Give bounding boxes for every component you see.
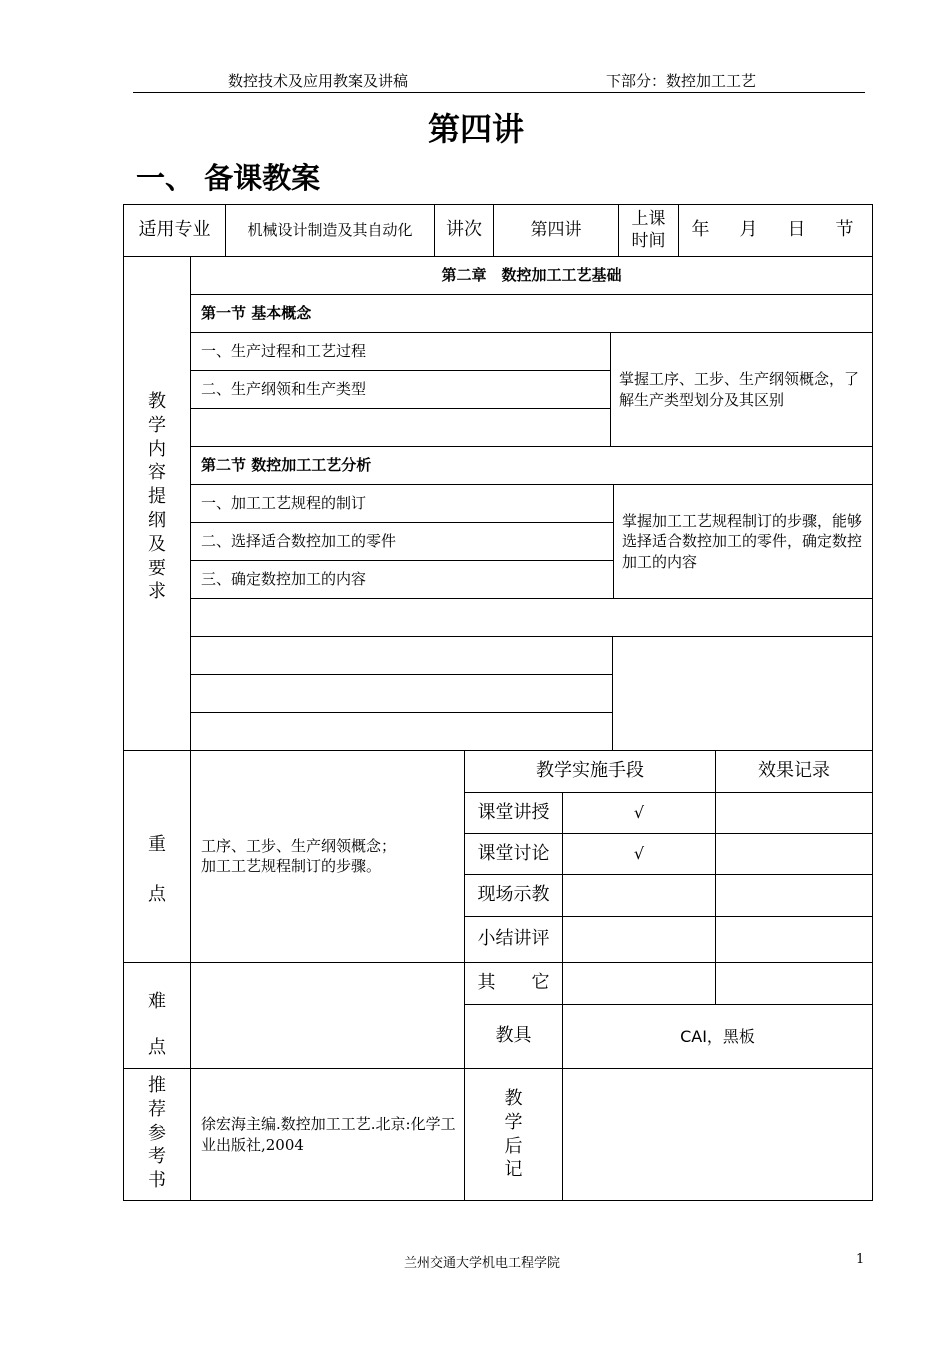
section1-requirement: 掌握工序、工步、生产纲领概念，了解生产类型划分及其区别: [619, 370, 860, 409]
section2-item: 二、选择适合数控加工的零件: [201, 532, 397, 551]
teaching-notes-content: [563, 1069, 872, 1200]
tools-label: 教具: [495, 1025, 532, 1047]
section2-requirement: 掌握加工工艺规程制订的步骤，能够选择适合数控加工的零件，确定数控加工的内容: [622, 512, 863, 571]
class-time-label: 上课 时间: [631, 209, 666, 251]
lecture-title: 第四讲: [427, 110, 524, 148]
footer-institution: 兰州交通大学机电工程学院: [403, 1256, 560, 1271]
outline-side-label: 教 学 内 容 提 纲 及 要 求: [148, 391, 166, 603]
header-divider: [133, 92, 865, 93]
page-number: 1: [856, 1252, 865, 1267]
method-name: 课堂讨论: [477, 842, 550, 864]
method-check: [563, 875, 715, 916]
major-label: 适用专业: [138, 219, 211, 241]
section1-title: 第一节 基本概念: [201, 304, 312, 323]
methods-header: 教学实施手段: [536, 760, 644, 782]
method-name: 课堂讲授: [477, 801, 550, 823]
method-name: 其 它: [477, 972, 550, 994]
header-right: 下部分：数控加工工艺: [606, 72, 757, 90]
teaching-notes-label: 教 学 后 记: [504, 1088, 523, 1181]
major-value: 机械设计制造及其自动化: [247, 221, 413, 240]
method-check: √: [633, 844, 645, 864]
section-title: 一、 备课教案: [136, 161, 321, 195]
method-name: 现场示教: [477, 884, 550, 906]
date-value: 年 月 日 节: [691, 219, 860, 241]
section1-item: 二、生产纲领和生产类型: [201, 380, 367, 399]
header-left: 数控技术及应用教案及讲稿: [228, 72, 409, 90]
key-points-label: 重 点: [148, 834, 166, 905]
chapter-title: 第二章 数控加工工艺基础: [441, 266, 622, 285]
lecture-no-value: 第四讲: [530, 220, 582, 241]
method-check: [563, 917, 715, 962]
method-check: √: [633, 803, 645, 823]
key-points-content: 工序、工步、生产纲领概念； 加工工艺规程制订的步骤。: [201, 837, 397, 875]
difficulty-content: [201, 963, 461, 1068]
method-check: [563, 963, 715, 1004]
reference-label: 推 荐 参 考 书: [148, 1075, 166, 1192]
method-name: 小结讲评: [477, 928, 550, 950]
effect-header: 效果记录: [758, 760, 830, 782]
tools-value: CAI，黑板: [680, 1026, 755, 1046]
lecture-no-label: 讲次: [446, 219, 482, 241]
section1-item: 一、生产过程和工艺过程: [201, 342, 367, 361]
difficulty-label: 难 点: [148, 991, 166, 1058]
reference-content: 徐宏海主编.数控加工工艺.北京:化学工业出版社,2004: [201, 1114, 456, 1154]
section2-title: 第二节 数控加工工艺分析: [201, 456, 372, 475]
section2-item: 三、确定数控加工的内容: [201, 570, 367, 589]
section2-item: 一、加工工艺规程的制订: [201, 494, 367, 513]
